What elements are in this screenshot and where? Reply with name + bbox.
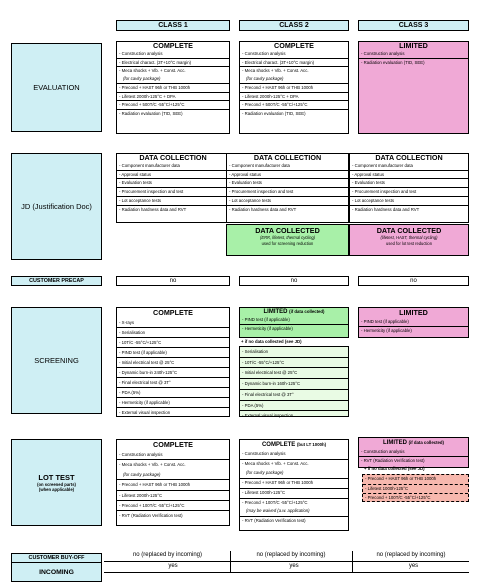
precap-class2: no: [239, 276, 349, 286]
list-item: - Initial electrical test @ 25°C: [240, 368, 348, 379]
row-label-lot-test: LOT TEST (on screened parts) (when applicable): [11, 439, 102, 526]
list-item: - Radiation hardness data and RVT: [119, 206, 187, 212]
list-item: (for cavity package): [117, 75, 229, 84]
list-item: - Construction analysis: [359, 448, 468, 457]
list-item: - Electrical charact. (3T+10°C margin): [117, 59, 229, 68]
list-item: - Precond + HAST 96h or THB 1000h: [117, 480, 229, 490]
jd-class3-collected-title: DATA COLLECTED: [376, 226, 442, 235]
buyoff-class1: no (replaced by incoming): [132, 552, 203, 558]
list-item: - Final electrical test @ 3T°: [240, 390, 348, 401]
list-item: - Radiation evaluation (TID, SEE): [361, 59, 425, 65]
list-item: - Meca shocks + Vib. + Const. Acc.: [242, 460, 309, 466]
list-item: - Evaluation tests: [227, 179, 348, 188]
list-item: (for cavity package): [240, 469, 348, 479]
incoming-class2: yes: [289, 563, 299, 569]
list-item: - Lifetest 1000h-125°C: [240, 489, 348, 499]
list-item: - Precond + 500T/C -55°C/+125°C: [117, 101, 229, 110]
list-item: - Precond + HAST 96h or THB 1000h: [240, 479, 348, 489]
list-item: - X-rays: [117, 318, 229, 328]
list-item: - Radiation evaluation (TID, SEE): [119, 110, 183, 116]
list-item: - Procurement inspection and test: [350, 188, 468, 197]
screening-class3-title: LIMITED: [399, 308, 428, 317]
list-item: (for cavity package): [240, 75, 348, 84]
list-item: - Approval status: [117, 171, 229, 180]
divider: [104, 572, 469, 573]
list-item: - Procurement inspection and test: [117, 188, 229, 197]
list-item: - Dynamic burn-in 240h-125°C: [117, 368, 229, 378]
jd-class2: [226, 153, 349, 223]
precap-class1: no: [116, 276, 230, 286]
list-item: - Precond + HAST 96h or THB 1000h: [240, 84, 348, 93]
list-item: - Radiation evaluation (TID, SEE): [242, 110, 306, 116]
jd-class2-collected-sub: (ERR, lifetest, thermal cycling): [259, 235, 316, 240]
jd-class2-collected-title: DATA COLLECTED: [255, 226, 320, 235]
jd-class2-collected-note: used for screening reduction: [261, 241, 314, 246]
list-item: - PDA (5%): [240, 401, 348, 412]
list-item: - Precond + 100T/C -55°C/+125°C: [365, 495, 431, 501]
list-item: - PIND test (if applicable): [240, 316, 348, 325]
list-item: - Electrical charact. (3T+10°C margin): [240, 59, 348, 68]
list-item: - Hermeticity (if applicable): [117, 398, 229, 408]
incoming-class1: yes: [168, 563, 178, 569]
buyoff-class2: no (replaced by incoming): [256, 552, 326, 558]
list-item: - Precond + 500T/C -55°C/+125°C: [240, 101, 348, 110]
screening-class2-else-note: + if no data collected (see JD): [241, 339, 302, 344]
list-item: - Lifetest 2000h-125°C + DPA: [240, 93, 348, 102]
jd-class1-title: DATA COLLECTION: [139, 153, 207, 162]
list-item: - Lot acceptance tests: [117, 197, 229, 206]
list-item: - Radiation hardness data and RVT: [229, 206, 297, 212]
lot-class2-title: COMPLETE (but LT 1000h): [261, 442, 327, 448]
row-label-screening: SCREENING: [11, 307, 102, 414]
list-item: - Construction analysis: [117, 450, 229, 460]
jd-class3-collected-note: used for lot test reduction: [386, 241, 432, 246]
list-item: - Construction analysis: [359, 50, 468, 59]
lot-class1: [116, 439, 230, 526]
column-header-class2: CLASS 2: [239, 20, 349, 31]
column-header-class1: CLASS 1: [116, 20, 230, 31]
jd-class3-title: DATA COLLECTION: [375, 153, 443, 162]
list-item: - Evaluation tests: [117, 179, 229, 188]
evaluation-class1-title: COMPLETE: [153, 41, 193, 50]
divider: [104, 561, 469, 562]
list-item: - PIND test (if applicable): [117, 348, 229, 358]
jd-class2-title: DATA COLLECTION: [253, 153, 322, 162]
jd-class2-collected: [226, 224, 349, 256]
list-item: - External visual inspection: [119, 410, 171, 415]
list-item: - RVT (Radiation Verification test): [119, 513, 183, 519]
list-item: - Lot acceptance tests: [227, 197, 348, 206]
lot-class1-title: COMPLETE: [153, 440, 193, 449]
list-item: - Construction analysis: [117, 50, 229, 59]
list-item: - Serialisation: [117, 328, 229, 338]
row-label-evaluation: EVALUATION: [11, 43, 102, 132]
list-item: - Lifetest 2000h-125°C: [117, 491, 229, 501]
list-item: - Serialisation: [240, 347, 348, 358]
list-item: - Precond + 100T/C -55°C/+125°C: [117, 501, 229, 511]
lot-class3-else: [362, 474, 469, 502]
list-item: - Evaluation tests: [350, 179, 468, 188]
incoming-class3: yes: [408, 563, 419, 569]
list-item: - RVT (Radiation Verification test): [242, 518, 306, 524]
list-item: - 10T/C -55°C/+125°C: [117, 338, 229, 348]
screening-class2-limited: [239, 307, 349, 338]
row-label-precap: CUSTOMER PRECAP: [11, 276, 102, 286]
list-item: - Precond + HAST 96h or THB 1000h: [363, 475, 468, 485]
list-item: - Lifetest 2000h-125°C + DPA: [117, 93, 229, 102]
buyoff-class3: no (replaced by incoming): [376, 552, 446, 558]
row-label-jd: JD (Justification Doc): [11, 153, 102, 260]
screening-class2-else: [239, 346, 349, 417]
list-item: (for cavity package): [117, 470, 229, 480]
evaluation-class3-title: LIMITED: [399, 41, 428, 50]
row-label-buyoff: CUSTOMER BUY-OFF: [11, 553, 102, 562]
list-item: - External visual inspection: [242, 413, 294, 419]
screening-class1-title: COMPLETE: [153, 308, 193, 317]
lot-class3-limited: [358, 437, 469, 468]
list-item: - Hermeticity (if applicable): [242, 325, 293, 331]
divider: [352, 551, 353, 572]
list-item: - Radiation hardness data and RVT: [352, 206, 420, 212]
screening-class1: [116, 307, 230, 417]
list-item: - Final electrical test @ 3T°: [117, 378, 229, 388]
list-item: - Approval status: [350, 171, 468, 180]
list-item: - Precond + HAST 96h or THB 1000h: [117, 84, 229, 93]
evaluation-class2: [239, 41, 349, 134]
list-item: - Component manufacturer data: [227, 162, 348, 171]
list-item: - Meca shocks + Vib. + Const. Acc.: [119, 462, 186, 468]
jd-class3-collected-sub: (lifetest, HAST, thermal cycling): [380, 235, 438, 240]
list-item: - Component manufacturer data: [350, 162, 468, 171]
list-item: - RVT (Radiation Verification test): [361, 457, 425, 463]
lot-class3-else-note: + if no data collected (see JD): [364, 466, 425, 471]
list-item: - Procurement inspection and test: [227, 188, 348, 197]
list-item: - Dynamic burn-in 160h-125°C: [240, 379, 348, 390]
column-header-class3: CLASS 3: [358, 20, 469, 31]
list-item: - Lot acceptance tests: [350, 197, 468, 206]
list-item: - Meca shocks + Vib. + Const. Acc.: [242, 68, 309, 74]
list-item: - Precond + 100T/C -55°C/+125°C: [242, 499, 308, 505]
lot-class2: [239, 439, 349, 531]
evaluation-class3: [358, 41, 469, 134]
jd-class3-collected: [349, 224, 469, 256]
list-item: - PDA (5%): [117, 388, 229, 398]
list-item: - Initial electrical test @ 25°C: [117, 358, 229, 368]
lot-class3-title: LIMITED (if data collected): [382, 440, 444, 446]
list-item: - 10T/C -55°C/+125°C: [240, 358, 348, 369]
evaluation-class1: [116, 41, 230, 134]
list-item: - Meca shocks + Vib. + Const. Acc.: [119, 68, 186, 74]
jd-class1: [116, 153, 230, 223]
screening-class3: [358, 307, 469, 338]
list-item: - Approval status: [227, 171, 348, 180]
jd-class3: [349, 153, 469, 223]
list-item: - Component manufacturer data: [117, 162, 229, 171]
evaluation-class2-title: COMPLETE: [274, 41, 314, 50]
list-item: - Construction analysis: [240, 50, 348, 59]
divider: [230, 551, 231, 572]
list-item: (may be waived (a.w. application): [240, 507, 348, 517]
list-item: - Hermeticity (if applicable): [361, 327, 412, 333]
screening-class2-title: LIMITED (if data collected): [263, 309, 325, 315]
list-item: - Lifetest 1000h-125°C: [363, 485, 468, 495]
list-item: - Construction analysis: [240, 450, 348, 460]
list-item: - PIND test (if applicable): [359, 318, 468, 327]
row-label-incoming: INCOMING: [11, 562, 102, 582]
precap-class3: no: [358, 276, 469, 286]
